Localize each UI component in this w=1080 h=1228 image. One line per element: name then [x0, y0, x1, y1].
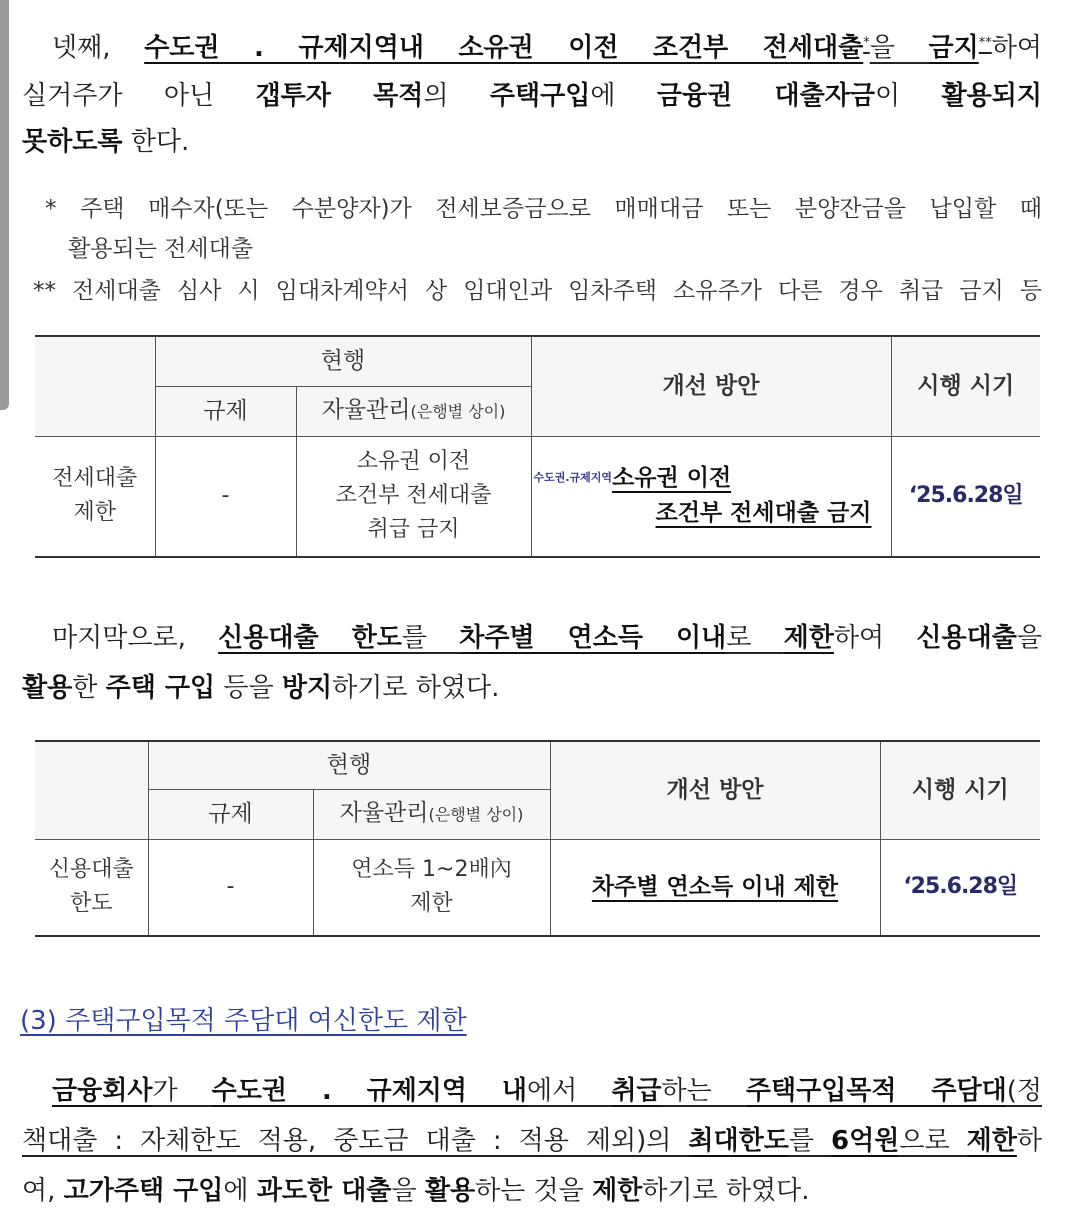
- text-run: 금융회사: [52, 1076, 153, 1106]
- header-date: 시행 시기: [880, 741, 1040, 839]
- cell-line: 제한: [410, 891, 453, 917]
- text-run: 주택 구입: [105, 673, 216, 703]
- header-self-management: [296, 386, 531, 436]
- row-label: [35, 839, 148, 936]
- text-run: 하는 것을: [475, 1176, 593, 1206]
- plan-line: 소유권 이전: [612, 465, 732, 492]
- text-run: 활용: [424, 1176, 476, 1206]
- text-run: 6억원: [831, 1126, 900, 1156]
- text-run: 에: [590, 81, 657, 111]
- text-run: 신용대출 한도: [218, 623, 402, 653]
- plan-text: 차주별 연소득 이내 제한: [591, 873, 839, 900]
- header-plan: 개선 방안: [531, 336, 891, 436]
- jeonse-loan-table: [35, 335, 1040, 558]
- text-run: 에: [223, 1176, 257, 1206]
- text-run: 한: [72, 673, 106, 703]
- header-date: 시행 시기: [891, 336, 1040, 436]
- cell-line: 소유권 이전: [356, 449, 471, 475]
- text-run: 차주별 연소득 이내: [459, 623, 727, 653]
- text-run: 활용되지: [941, 81, 1042, 111]
- text-run: 못하도록: [22, 127, 123, 157]
- text-run: 금지: [928, 33, 979, 63]
- text-run: 갭투자 목적: [255, 81, 424, 111]
- header-current: 현행: [148, 741, 550, 789]
- header-self-management: [313, 789, 550, 839]
- text-run: * 주택 매수자(또는 수분양자)가 전세보증금으로 매매대금 또는 분양잔금을 납입할 때: [45, 196, 1042, 222]
- text-run: 이: [874, 81, 942, 111]
- text-run: 한다.: [122, 127, 190, 157]
- text-run: 하기로 하였다.: [642, 1176, 810, 1206]
- text-run: 를: [788, 1126, 832, 1156]
- text-run: 금융권 대출자금: [656, 81, 875, 111]
- footnote: [68, 230, 1080, 263]
- text-run: 책대출 : 자체한도 적용, 중도금 대출 : 적용 제외)의: [22, 1126, 689, 1156]
- self-note: (은행별 상이): [410, 402, 506, 421]
- cell-line: 연소득 1~2배內: [351, 857, 512, 883]
- self-note: (은행별 상이): [428, 805, 524, 824]
- row-label-line: 한도: [69, 891, 113, 917]
- text-run: 등을: [215, 673, 282, 703]
- plan-cell: [531, 436, 891, 557]
- text-run: 신용대출: [916, 623, 1017, 653]
- self-label: 자율관리: [321, 397, 411, 423]
- text-run: 수도권 . 규제지역 내: [211, 1076, 528, 1106]
- plan-cell: [550, 839, 880, 936]
- row-label-line: 신용대출: [48, 857, 134, 883]
- text-run: 주택구입목적 주담대: [745, 1076, 1007, 1106]
- text-run: 방지: [281, 673, 333, 703]
- self-label: 자율관리: [339, 800, 429, 826]
- self-management-cell: [296, 436, 531, 557]
- header-regulation: 규제: [148, 789, 313, 839]
- para3-line: [22, 1170, 1042, 1207]
- text-run: 로: [726, 623, 784, 653]
- text-run: **: [978, 35, 992, 51]
- para3-line: [22, 1120, 1042, 1157]
- scrollbar[interactable]: [0, 0, 9, 410]
- text-run: 활용: [22, 673, 73, 703]
- text-run: 취급: [611, 1076, 662, 1106]
- text-run: 제한: [783, 623, 834, 653]
- text-run: 과도한 대출: [256, 1176, 392, 1206]
- plan-note: 수도권.규제지역: [533, 471, 613, 485]
- para1-line: [22, 75, 1042, 112]
- header-current: 현행: [155, 336, 531, 386]
- text-run: ** 전세대출 심사 시 임대차계약서 상 임대인과 임차주택 소유주가 다른 경우 취급 금지 등: [33, 278, 1042, 304]
- regulation-cell: -: [148, 839, 313, 936]
- para3-line: [22, 1070, 1042, 1107]
- text-run: 를: [401, 623, 460, 653]
- text-run: 최대한도: [688, 1126, 789, 1156]
- text-run: 여,: [22, 1176, 64, 1206]
- self-management-cell: [313, 839, 550, 936]
- text-run: 고가주택 구입: [63, 1176, 224, 1206]
- text-run: 에서: [527, 1076, 612, 1106]
- row-label-line: 전세대출: [52, 466, 138, 492]
- row-label-line: 제한: [73, 500, 116, 526]
- credit-loan-table: [35, 740, 1040, 937]
- footnote: [45, 190, 1042, 223]
- text-run: 으로: [899, 1126, 967, 1156]
- date-cell: ‘25.6.28일: [880, 839, 1040, 936]
- para1-line: [22, 27, 1042, 64]
- header-plan: 개선 방안: [550, 741, 880, 839]
- plan-line: 조건부 전세대출 금지: [655, 500, 872, 527]
- text-run: 제한: [966, 1126, 1017, 1156]
- empty-header-cell: [35, 741, 148, 839]
- para2-line: [22, 617, 1042, 654]
- text-run: 실거주가 아닌: [22, 81, 256, 111]
- text-run: 제한: [592, 1176, 643, 1206]
- text-run: (정: [1006, 1076, 1043, 1106]
- text-run: 넷째,: [52, 33, 145, 63]
- cell-line: 조건부 전세대출: [335, 483, 492, 509]
- empty-header-cell: [35, 336, 155, 436]
- text-run: 의: [423, 81, 490, 111]
- footnote: [33, 272, 1042, 305]
- text-run: 하: [1016, 1126, 1042, 1156]
- text-run: 하기로 하였다.: [332, 673, 500, 703]
- text-run: 주택구입: [489, 81, 591, 111]
- text-run: 하는: [661, 1076, 746, 1106]
- row-label: [35, 436, 155, 557]
- text-run: 가: [152, 1076, 212, 1106]
- text-run: 을: [869, 33, 929, 63]
- text-run: 마지막으로,: [52, 623, 219, 653]
- date-cell: ‘25.6.28일: [891, 436, 1040, 557]
- para1-line: [22, 121, 1042, 158]
- section-heading: (3) 주택구입목적 주담대 여신한도 제한: [20, 1006, 467, 1036]
- text-run: 하여: [991, 33, 1042, 63]
- text-run: 을: [391, 1176, 425, 1206]
- regulation-cell: -: [155, 436, 296, 557]
- header-regulation: 규제: [155, 386, 296, 436]
- cell-line: 취급 금지: [367, 517, 460, 543]
- text-run: 을: [1016, 623, 1042, 653]
- para2-line: [22, 667, 1042, 704]
- text-run: 수도권 . 규제지역내 소유권 이전 조건부 전세대출: [144, 33, 864, 63]
- text-run: *: [863, 35, 870, 51]
- text-run: 활용되는 전세대출: [68, 236, 254, 262]
- text-run: 하여: [833, 623, 917, 653]
